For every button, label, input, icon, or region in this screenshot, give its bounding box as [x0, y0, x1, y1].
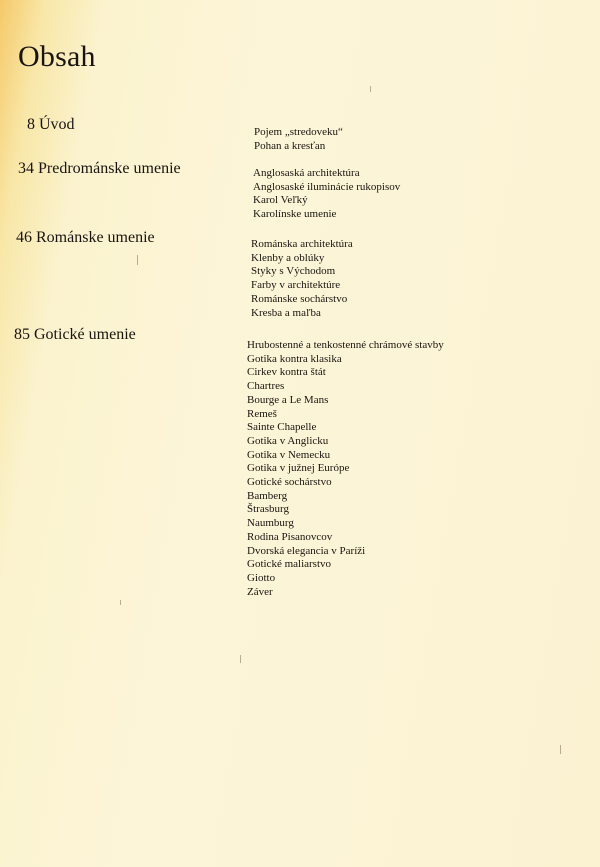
subtopic-item: Styky s Východom — [251, 265, 336, 278]
subtopic-item: Bamberg — [247, 489, 288, 502]
section-page-number: 85 — [14, 326, 30, 343]
section-heading-goticke — [14, 326, 136, 344]
subtopic-item: Kresba a maľba — [251, 306, 321, 319]
section-page-number: 46 — [16, 229, 32, 246]
subtopic-item: Karol Veľký — [253, 194, 308, 207]
paper-speck — [137, 255, 138, 265]
paper-speck — [240, 655, 241, 663]
subtopic-item: Bourge a Le Mans — [247, 393, 329, 406]
subtopic-item: Gotika v južnej Európe — [247, 462, 350, 475]
subtopic-item: Gotické sochárstvo — [247, 476, 332, 489]
subtopic-item: Pohan a kresťan — [254, 139, 326, 152]
subtopic-item: Gotické maliarstvo — [247, 558, 332, 571]
subtopic-item: Rodina Pisanovcov — [247, 530, 333, 543]
subtopic-item: Románske sochárstvo — [251, 292, 348, 305]
section-title: Úvod — [39, 116, 75, 133]
subtopic-item: Karolínske umenie — [253, 208, 337, 221]
section-title: Gotické umenie — [34, 326, 136, 343]
subtopic-item: Naumburg — [247, 517, 294, 530]
subtopic-item: Remeš — [247, 407, 277, 420]
subtopic-item: Chartres — [247, 380, 285, 393]
subtopic-list-romanske — [251, 238, 353, 320]
subtopic-item: Hrubostenné a tenkostenné chrámové stavby — [247, 339, 444, 351]
paper-speck — [370, 86, 371, 92]
subtopic-item: Farby v architektúre — [251, 279, 341, 292]
subtopic-item: Dvorská elegancia v Paríži — [247, 544, 366, 557]
subtopic-list-predromanske — [253, 167, 400, 222]
subtopic-item: Gotika v Nemecku — [247, 448, 331, 461]
section-page-number: 34 — [18, 160, 34, 177]
subtopic-list-uvod — [254, 126, 343, 153]
subtopic-item: Románska architektúra — [251, 238, 353, 250]
subtopic-item: Sainte Chapelle — [247, 421, 317, 434]
section-heading-romanske — [16, 229, 155, 247]
subtopic-item: Giotto — [247, 571, 276, 584]
paper-speck — [560, 745, 561, 754]
subtopic-item: Pojem „stredoveku“ — [254, 126, 343, 138]
subtopic-item: Záver — [247, 585, 273, 598]
subtopic-item: Anglosaská architektúra — [253, 167, 360, 179]
section-heading-predromanske — [18, 160, 181, 178]
subtopic-list-goticke — [247, 339, 444, 599]
paper-speck — [120, 600, 121, 605]
subtopic-item: Anglosaské iluminácie rukopisov — [253, 180, 401, 193]
subtopic-item: Štrasburg — [247, 503, 289, 516]
section-heading-uvod — [27, 116, 75, 134]
page-title: Obsah — [18, 40, 96, 73]
section-page-number: 8 — [27, 116, 35, 133]
subtopic-item: Klenby a oblúky — [251, 251, 325, 264]
subtopic-item: Gotika v Anglicku — [247, 434, 329, 447]
subtopic-item: Gotika kontra klasika — [247, 352, 342, 365]
section-title: Predrománske umenie — [38, 160, 181, 177]
subtopic-item: Cirkev kontra štát — [247, 366, 326, 379]
section-title: Románske umenie — [36, 229, 155, 246]
